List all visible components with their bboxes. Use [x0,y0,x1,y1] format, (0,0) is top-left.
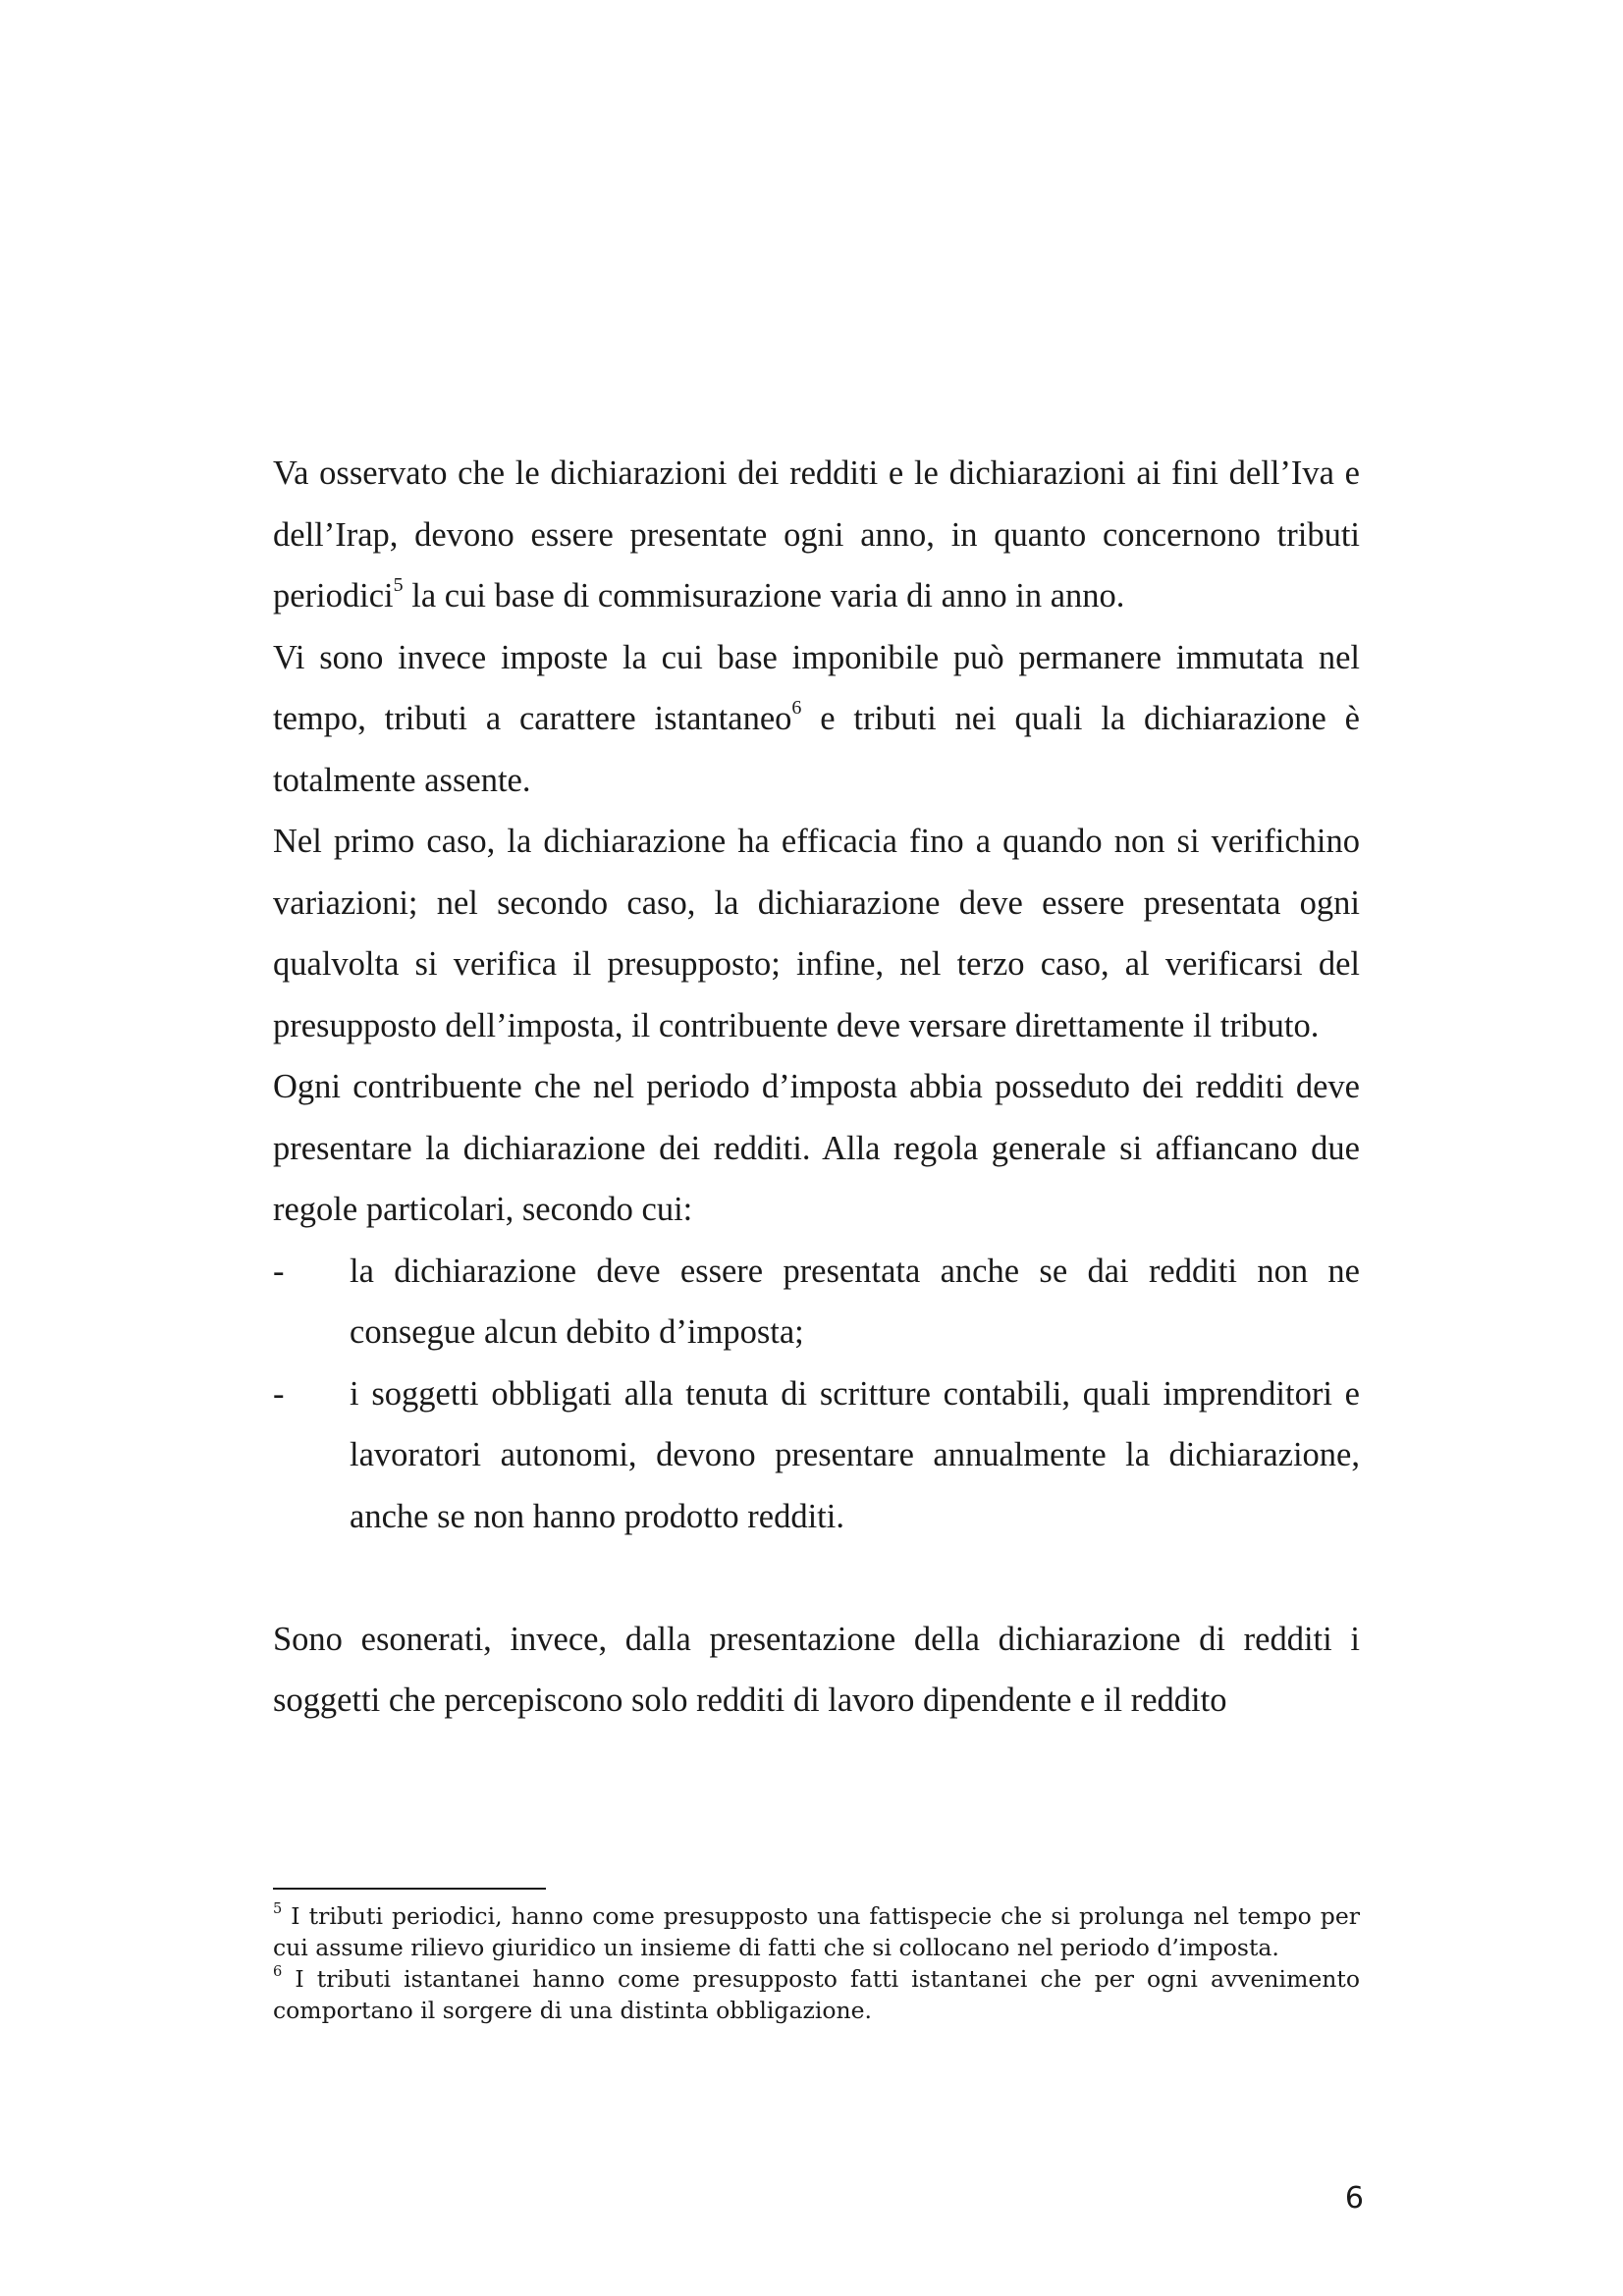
paragraph-text: la cui base di commisurazione varia di anno in anno. [403,577,1125,614]
footnote-text: I tributi periodici, hanno come presupposto una fattispecie che si prolunga nel tempo per cui assume rilievo giuridico un insieme di fatti che si collocano nel periodo d’imposta. [273,1902,1360,1961]
footnote-reference: 6 [791,697,802,719]
paragraph-instant-taxes [273,627,1360,812]
paragraph-text: e tributi nei quali la dichiarazione è totalmente assente. [273,700,1360,799]
paragraph-tax-returns-annual [273,443,1360,627]
footnote-5 [273,1900,1360,1963]
paragraph-exemptions: Sono esonerati, invece, dalla presentazione della dichiarazione di redditi i soggetti che percepiscono solo redditi di lavoro dipendente e il reddito [273,1620,1360,1719]
footnote-separator [273,1888,546,1890]
paragraph-taxpayer-obligation: Ogni contribuente che nel periodo d’imposta abbia posseduto dei redditi deve presentare la dichiarazione dei redditi. Alla regola generale si affiancano due regole particolari, secondo cui: [273,1068,1360,1228]
footnote-6 [273,1963,1360,2026]
list-bullet: - [273,1252,285,1290]
paragraph-text: Vi sono invece imposte la cui base imponibile può permanere immutata nel tempo, tributi a carattere istantaneo [273,638,1360,737]
list-item [273,1241,1360,1363]
footnotes [273,1900,1360,2026]
list-item-text: la dichiarazione deve essere presentata anche se dai redditi non ne consegue alcun debito d’imposta; [350,1252,1360,1351]
paragraph-text: Va osservato che le dichiarazioni dei redditi e le dichiarazioni ai fini dell’Iva e dell’Irap, devono essere presentate ogni anno, in quanto concernono tributi periodici [273,454,1360,614]
page-number: 6 [1344,2181,1364,2216]
footnote-number: 5 [273,1900,283,1918]
footnote-reference: 5 [393,574,404,596]
rules-list [273,1241,1360,1548]
paragraph-three-cases: Nel primo caso, la dichiarazione ha efficacia fino a quando non si verifichino variazioni; nel secondo caso, la dichiarazione deve essere presentata ogni qualvolta si verifica il presupposto; infine, nel terzo caso, al verificarsi del presupposto dell’imposta, il contribuente deve versare direttamente il tributo. [273,823,1360,1044]
list-item-text: i soggetti obbligati alla tenuta di scritture contabili, quali imprenditori e lavoratori autonomi, devono presentare annualmente la dichiarazione, anche se non hanno prodotto redditi. [350,1374,1360,1535]
list-item [273,1363,1360,1548]
list-bullet: - [273,1374,285,1413]
footnote-text: I tributi istantanei hanno come presupposto fatti istantanei che per ogni avvenimento comportano il sorgere di una distinta obbligazione. [273,1965,1360,2024]
body-text [273,443,1360,1732]
footnote-number: 6 [273,1963,283,1981]
